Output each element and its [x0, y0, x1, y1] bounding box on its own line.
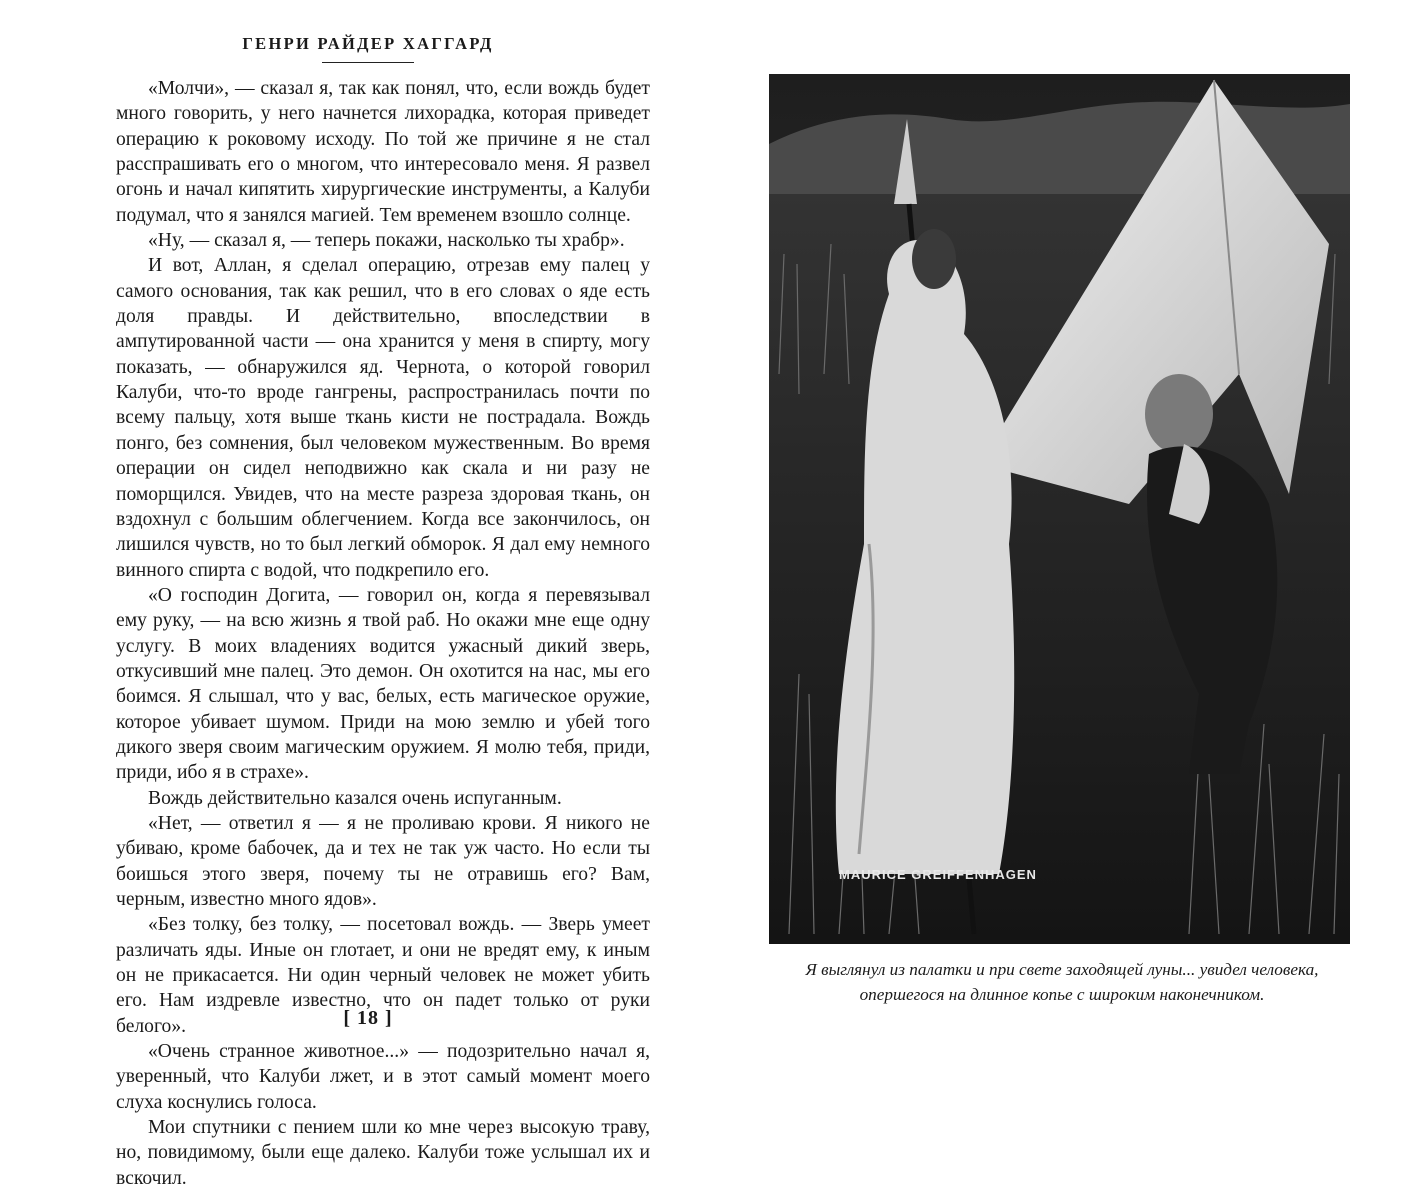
illustration: [769, 74, 1350, 944]
caption-line-2: опершегося на длинное копье с широким наконечником.: [859, 985, 1265, 1004]
paragraph: «Очень странное животное...» — подозрительно начал я, уверенный, что Калуби лжет, и в этот самый момент моего слуха коснулись голоса.: [116, 1041, 650, 1113]
paragraph: «Молчи», — сказал я, так как понял, что, если вождь будет много говорить, у него начнется лихорадка, которая приведет операцию к роковому исходу. По той же причине я не стал расспрашивать его о многом, что интересовало меня. Я развел огонь и начал кипятить хирургические инструменты, а Калуби подумал, что я занялся магией. Тем временем взошло солнце.: [116, 78, 650, 226]
artist-signature: MAURICE GREIFFENHAGEN: [839, 867, 1037, 882]
paragraph: Мои спутники с пением шли ко мне через высокую траву, но, повидимому, были еще далеко. Калуби тоже услышал их и вскочил.: [116, 1117, 650, 1189]
page-number: [ 18 ]: [343, 1007, 393, 1029]
illustration-caption: [751, 957, 1373, 1007]
paragraph: «Ну, — сказал я, — теперь покажи, насколько ты храбр».: [148, 230, 625, 252]
paragraph: «Без толку, без толку, — посетовал вождь. — Зверь умеет различать яды. Иные он глотает, и они не вредят ему, к иным он не прикасается. Ни один черный человек не может убить его. Нам издревле известно, что он падет только от руки белого».: [116, 914, 650, 1037]
running-header: ГЕНРИ РАЙДЕР ХАГГАРД: [242, 34, 494, 53]
illustration-plate: [769, 74, 1350, 944]
warrior-head: [912, 229, 956, 289]
caption-line-1: Я выглянул из палатки и при свете заходящей луны... увидел человека,: [805, 960, 1319, 979]
right-page: [711, 0, 1422, 1080]
paragraph: «О господин Догита, — говорил он, когда я перевязывал ему руку, — на всю жизнь я твой раб. Но окажи мне еще одну услугу. В моих владениях водится ужасный дикий зверь, откусивший мне палец. Это демон. Он охотится на нас, мы его боимся. Я слышал, что у вас, белых, есть магическое оружие, которое убивает шумом. Приди на мою землю и убей того дикого зверя своим магическим оружием. Я молю тебя, приди, приди, ибо я в страхе».: [116, 584, 650, 784]
left-page: [0, 0, 711, 1189]
old-man-head: [1145, 374, 1213, 454]
paragraph: И вот, Аллан, я сделал операцию, отрезав ему палец у самого основания, так как решил, что в его словах о яде есть доля правды. И действительно, впоследствии в ампутированной части — она хранится у меня в спирту, могу показать, — обнаружился яд. Чернота, о которой говорил Калуби, что-то вроде гангрены, распространилась почти по всему пальцу, хотя выше ткань кисти не пострадала. Вождь понго, без сомнения, был человеком мужественным. Во время операции он сидел неподвижно как скала и ни разу не поморщился. Увидев, что на месте разреза здоровая ткань, он вздохнул с большим облегчением. Когда все закончилось, он лишился чувств, но то был легкий обморок. Я дал ему немного винного спирта с водой, что подкрепило его.: [116, 255, 650, 581]
header-rule: [322, 62, 414, 63]
paragraph: «Нет, — ответил я — я не проливаю крови. Я никого не убиваю, кроме бабочек, да и тех не так уж часто. Но если ты боишься этого зверя, почему ты не отравишь его? Вам, черным, известно много ядов».: [116, 812, 650, 910]
paragraph: Вождь действительно казался очень испуганным.: [148, 787, 562, 809]
